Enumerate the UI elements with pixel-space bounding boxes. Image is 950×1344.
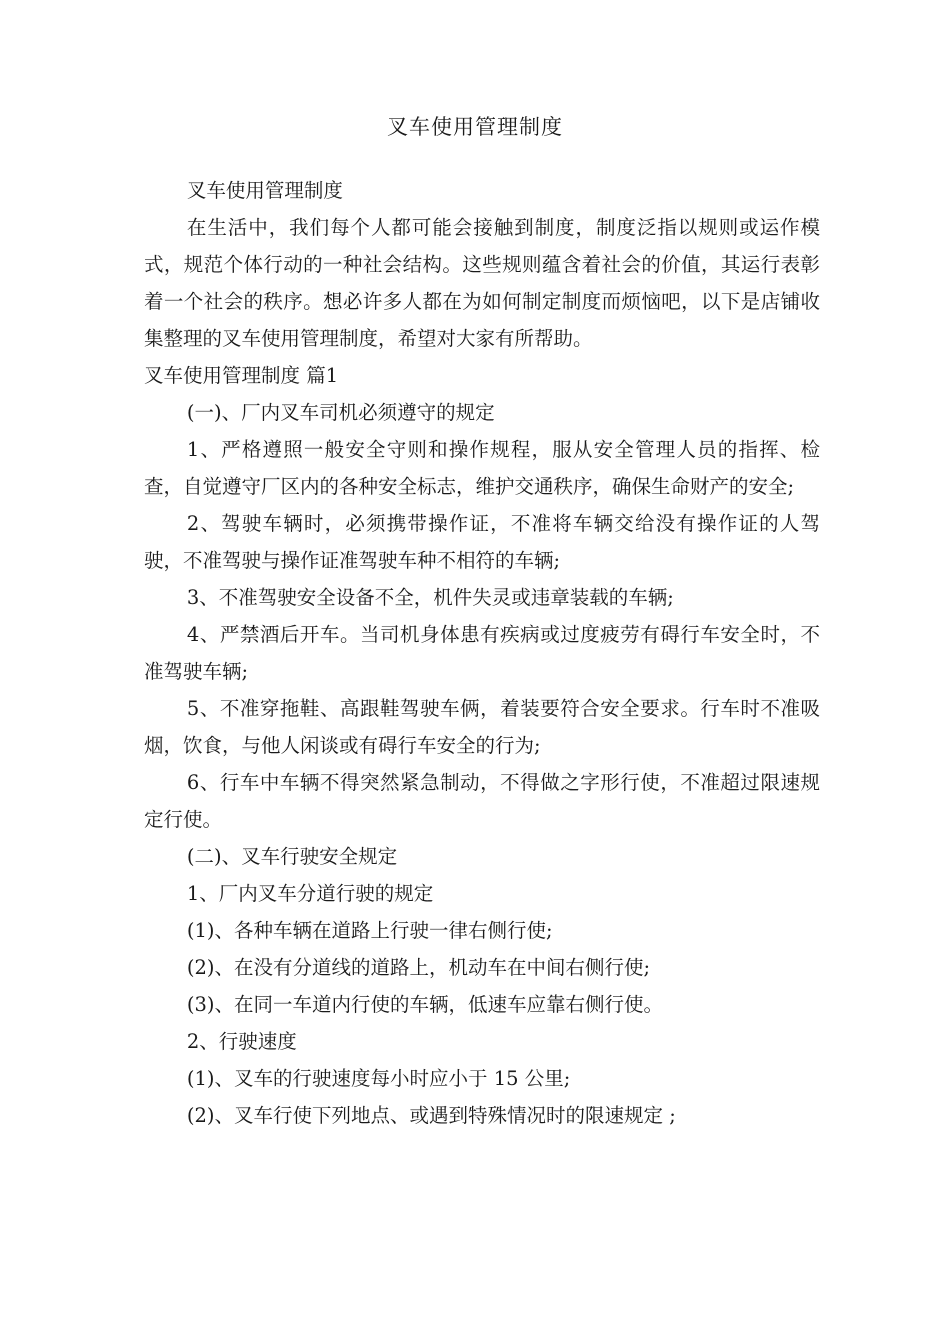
rule-paragraph: (1)、各种车辆在道路上行驶一律右侧行使;	[186, 919, 553, 942]
subsection-heading: (一)、厂内叉车司机必须遵守的规定	[186, 401, 495, 424]
subtitle-paragraph: 叉车使用管理制度	[186, 179, 343, 202]
document-title: 叉车使用管理制度	[387, 115, 563, 139]
rule-paragraph: (1)、叉车的行驶速度每小时应小于 15 公里;	[186, 1067, 571, 1090]
rule-paragraph: 5、不准穿拖鞋、高跟鞋驾驶车俩，着装要符合安全要求。行车时不准吸烟，饮食，与他人闲谈或有碍行车安全的行为;	[144, 697, 820, 757]
document-body	[144, 172, 820, 1134]
subsection-heading: (二)、叉车行驶安全规定	[186, 845, 398, 868]
rule-paragraph: 2、行驶速度	[186, 1030, 297, 1053]
rule-paragraph: 3、不准驾驶安全设备不全，机件失灵或违章装载的车辆;	[186, 586, 674, 609]
section-heading: 叉车使用管理制度 篇1	[144, 364, 339, 387]
rule-paragraph: (3)、在同一车道内行使的车辆，低速车应靠右侧行使。	[186, 993, 664, 1016]
rule-paragraph: 4、严禁酒后开车。当司机身体患有疾病或过度疲劳有碍行车安全时，不准驾驶车辆;	[144, 623, 820, 683]
rule-paragraph: (2)、在没有分道线的道路上，机动车在中间右侧行使;	[186, 956, 651, 979]
rule-paragraph: 6、行车中车辆不得突然紧急制动，不得做之字形行使，不准超过限速规定行使。	[144, 771, 820, 831]
rule-paragraph: 1、厂内叉车分道行驶的规定	[186, 882, 434, 905]
intro-paragraph: 在生活中，我们每个人都可能会接触到制度，制度泛指以规则或运作模式，规范个体行动的一种社会结构。这些规则蕴含着社会的价值，其运行表彰着一个社会的秩序。想必许多人都在为如何制定制度而烦恼吧，以下是店铺收集整理的叉车使用管理制度，希望对大家有所帮助。	[144, 216, 820, 350]
rule-paragraph: 2、驾驶车辆时，必须携带操作证，不准将车辆交给没有操作证的人驾驶，不准驾驶与操作证准驾驶车种不相符的车辆;	[144, 512, 820, 572]
rule-paragraph: (2)、叉车行使下列地点、或遇到特殊情况时的限速规定 ;	[186, 1104, 676, 1127]
rule-paragraph: 1、严格遵照一般安全守则和操作规程，服从安全管理人员的指挥、检查，自觉遵守厂区内的各种安全标志，维护交通秩序，确保生命财产的安全;	[144, 438, 820, 498]
